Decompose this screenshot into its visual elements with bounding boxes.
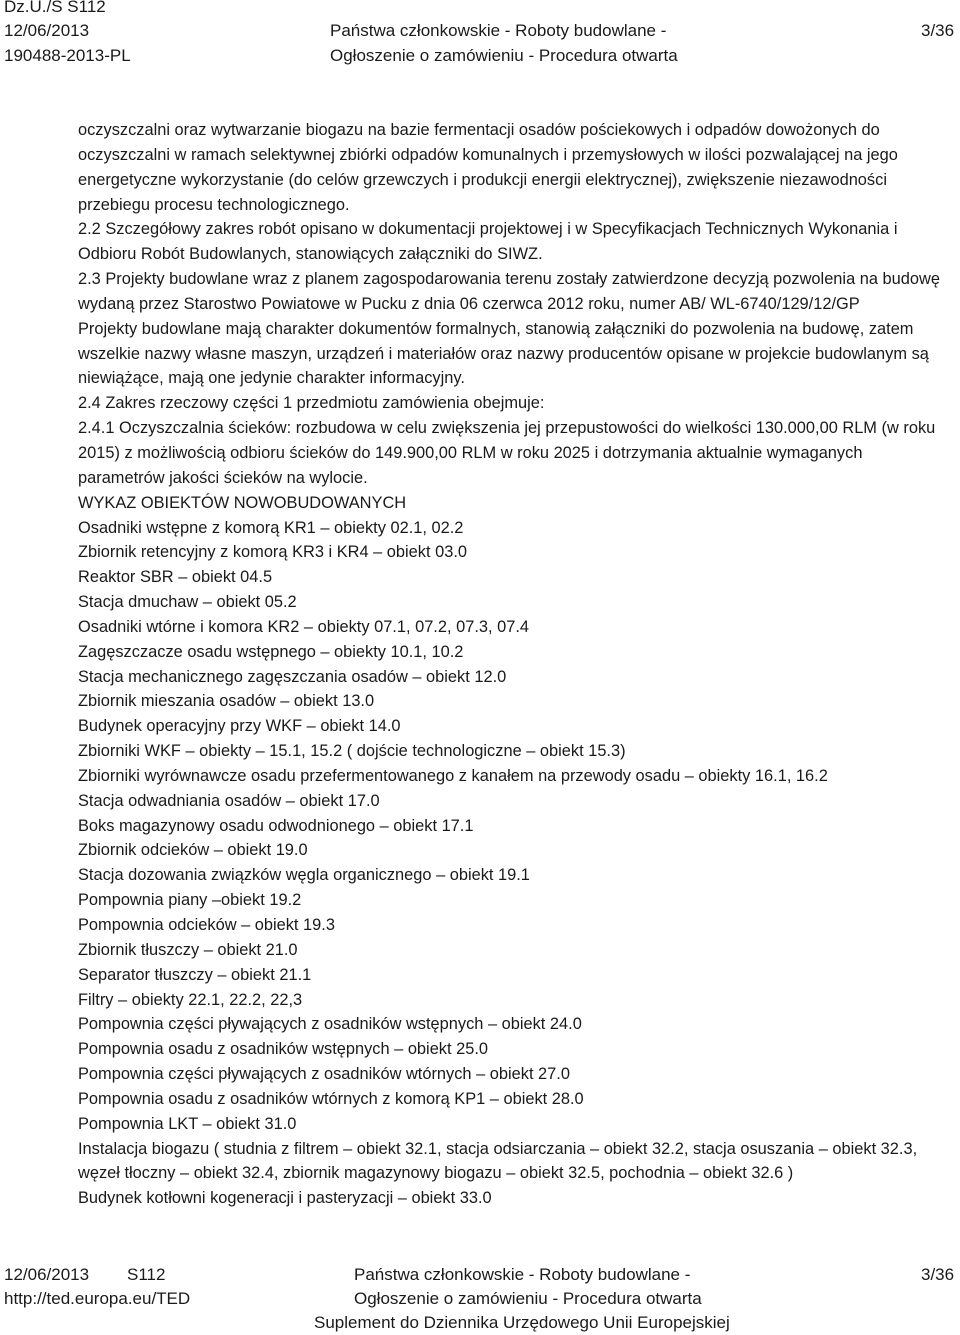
list-item: Pompownia osadu z osadników wtórnych z komorą KP1 – obiekt 28.0 [78, 1089, 584, 1108]
list-item: Instalacja biogazu ( studnia z filtrem – obiekt 32.1, stacja odsiarczania – obiekt 32.2, stacja osuszania – obiekt 32.3, węzeł tłoczny – obiekt 32.4, zbiornik magazynowy biogazu – obiekt 32.5, pochodnia – obiekt 32.6 ) [78, 1139, 918, 1183]
list-item: Osadniki wstępne z komorą KR1 – obiekty 02.1, 02.2 [78, 518, 464, 537]
header-notice-number: 190488-2013-PL [4, 46, 131, 65]
list-item: Zbiornik tłuszczy – obiekt 21.0 [78, 940, 298, 959]
list-item: Pompownia części pływających z osadników wstępnych – obiekt 24.0 [78, 1015, 582, 1034]
list-item: Boks magazynowy osadu odwodnionego – obiekt 17.1 [78, 816, 474, 835]
footer-url-link[interactable]: http://ted.europa.eu/TED [4, 1289, 191, 1308]
header-page-number: 3/36 [921, 21, 955, 40]
header-title-line-1: Państwa członkowskie - Roboty budowlane - [330, 21, 667, 40]
footer-title-line-2: Ogłoszenie o zamówieniu - Procedura otwarta [354, 1289, 702, 1308]
list-item: Pompownia osadu z osadników wstępnych – obiekt 25.0 [78, 1040, 489, 1059]
paragraph: 2.4 Zakres rzeczowy części 1 przedmiotu zamówienia obejmuje: [78, 394, 545, 413]
header-title-line-2: Ogłoszenie o zamówieniu - Procedura otwarta [330, 46, 678, 65]
list-item: Pompownia odcieków – obiekt 19.3 [78, 916, 335, 934]
list-item: Budynek operacyjny przy WKF – obiekt 14.0 [78, 717, 401, 736]
list-item: Stacja dozowania związków węgla organicznego – obiekt 19.1 [78, 866, 530, 885]
list-item: Zbiornik odcieków – obiekt 19.0 [78, 841, 308, 860]
footer-page-number: 3/36 [921, 1265, 955, 1284]
list-item: Reaktor SBR – obiekt 04.5 [78, 568, 273, 587]
footer-date: 12/06/2013 [4, 1265, 90, 1284]
footer-series: S112 [127, 1265, 166, 1284]
footer-title-line-1: Państwa członkowskie - Roboty budowlane - [354, 1265, 691, 1284]
list-item: Zbiornik mieszania osadów – obiekt 13.0 [78, 692, 375, 711]
footer-supplement-title: Suplement do Dziennika Urzędowego Unii Europejskiej [314, 1313, 730, 1332]
document-body [78, 118, 946, 1211]
list-item: Separator tłuszczy – obiekt 21.1 [78, 965, 312, 984]
list-item: Osadniki wtórne i komora KR2 – obiekty 07.1, 07.2, 07.3, 07.4 [78, 617, 529, 636]
list-item: Pompownia piany –obiekt 19.2 [78, 891, 302, 910]
list-item: Stacja mechanicznego zagęszczania osadów – obiekt 12.0 [78, 667, 507, 686]
paragraph: oczyszczalni oraz wytwarzanie biogazu na bazie fermentacji osadów pościekowych i odpadów dowożonych do oczyszczalni w ramach selektywnej zbiórki odpadów komunalnych i przemysłowych w ilości pozwalającej na jego energetyczne wykorzystanie (do celów grzewczych i produkcji energii elektrycznej), zwiększenie niezawodności przebiegu procesu technologicznego. [78, 121, 898, 214]
list-item: Zagęszczacze osadu wstępnego – obiekty 10.1, 10.2 [78, 642, 464, 661]
paragraph: Projekty budowlane mają charakter dokumentów formalnych, stanowią załączniki do pozwolenia na budowę, zatem wszelkie nazwy własne maszyn, urządzeń i materiałów oraz nazwy producentów opisane w projekcie budowlanym są niewiążące, mają one jedynie charakter informacyjny. [78, 319, 929, 388]
paragraph: 2.2 Szczegółowy zakres robót opisano w dokumentacji projektowej i w Specyfikacjach Technicznych Wykonania i Odbioru Robót Budowlanych, stanowiących załączniki do SIWZ. [78, 220, 898, 264]
list-item: Pompownia części pływających z osadników wtórnych – obiekt 27.0 [78, 1065, 570, 1084]
list-item: Budynek kotłowni kogeneracji i pasteryzacji – obiekt 33.0 [78, 1189, 492, 1208]
list-item: Zbiorniki wyrównawcze osadu przefermentowanego z kanałem na przewody osadu – obiekty 16.1, 16.2 [78, 766, 828, 785]
list-item: Pompownia LKT – obiekt 31.0 [78, 1114, 297, 1133]
list-item: Filtry – obiekty 22.1, 22.2, 22,3 [78, 990, 303, 1009]
list-heading: WYKAZ OBIEKTÓW NOWOBUDOWANYCH [78, 493, 407, 512]
list-item: Stacja dmuchaw – obiekt 05.2 [78, 593, 297, 612]
header-ref: Dz.U./S S112 [4, 0, 106, 16]
list-item: Stacja odwadniania osadów – obiekt 17.0 [78, 791, 380, 810]
paragraph: 2.3 Projekty budowlane wraz z planem zagospodarowania terenu zostały zatwierdzone decyzją pozwolenia na budowę wydaną przez Starostwo Powiatowe w Pucku z dnia 06 czerwca 2012 roku, numer AB/ WL-6740/129/12/GP [78, 270, 940, 313]
list-item: Zbiornik retencyjny z komorą KR3 i KR4 – obiekt 03.0 [78, 543, 467, 562]
list-item: Zbiorniki WKF – obiekty – 15.1, 15.2 ( dojście technologiczne – obiekt 15.3) [78, 742, 626, 761]
header-date: 12/06/2013 [4, 21, 90, 40]
paragraph: 2.4.1 Oczyszczalnia ścieków: rozbudowa w celu zwiększenia jej przepustowości do wielkości 130.000,00 RLM (w roku 2015) z możliwością odbioru ścieków do 149.900,00 RLM w roku 2025 i dotrzymania aktualnie wymaganych parametrów jakości ścieków na wylocie. [78, 419, 936, 487]
